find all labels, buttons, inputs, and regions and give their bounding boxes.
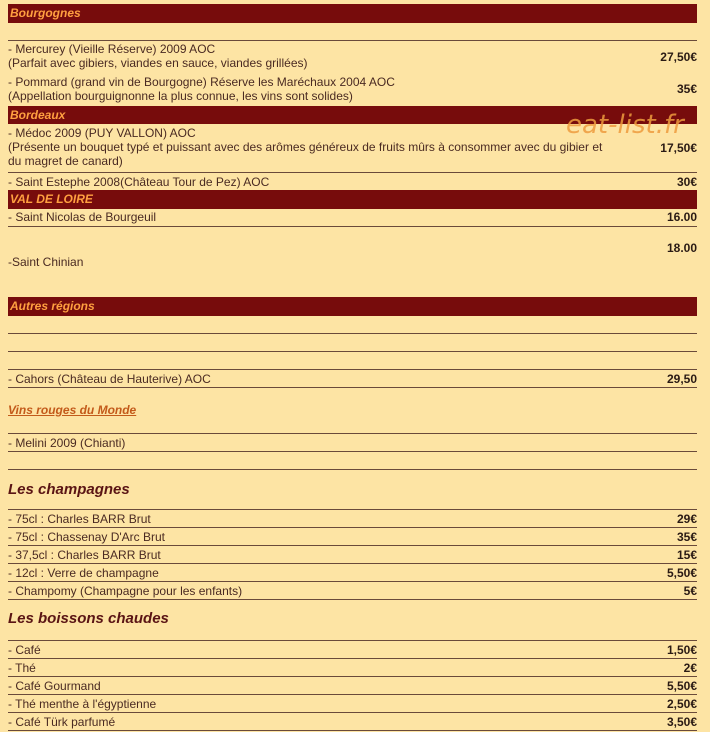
divider [8, 226, 697, 227]
item-description: (Présente un bouquet typé et puissant avec des arômes généreux de fruits mûrs à consommer avec du gibier et [8, 140, 603, 154]
divider [8, 676, 697, 677]
item-name: - Médoc 2009 (PUY VALLON) AOC [8, 126, 196, 140]
divider [8, 599, 697, 600]
item-name: - Cahors (Château de Hauterive) AOC [8, 372, 211, 386]
menu-item-melini [8, 436, 697, 450]
menu-item-pommard [8, 75, 697, 105]
section-bordeaux: Bordeaux [8, 106, 697, 124]
item-name: - Mercurey (Vieille Réserve) 2009 AOC [8, 42, 216, 56]
item-name: - Thé menthe à l'égyptienne [8, 697, 157, 711]
divider [8, 712, 697, 713]
menu-item-saint-chinian [8, 241, 697, 271]
item-price: 35€ [676, 82, 697, 96]
item-name: - Saint Estephe 2008(Château Tour de Pez) AOC [8, 175, 270, 189]
item-price: 29,50 [666, 372, 697, 386]
item-price: 27,50€ [660, 50, 697, 64]
item-name: - 75cl : Chassenay D'Arc Brut [8, 530, 166, 544]
section-autres-regions: Autres régions [8, 297, 697, 316]
item-description-cont: du magret de canard) [8, 154, 123, 168]
item-price: 15€ [676, 548, 697, 562]
item-price: 1,50€ [666, 643, 697, 657]
watermark-logo: eat-list.fr [566, 110, 684, 140]
item-price: 5,50€ [666, 679, 697, 693]
item-price: 18.00 [666, 241, 697, 255]
item-name: - 37,5cl : Charles BARR Brut [8, 548, 161, 562]
item-name: - Melini 2009 (Chianti) [8, 436, 126, 450]
divider [8, 469, 697, 470]
item-price: 30€ [676, 175, 697, 189]
menu-item-mercurey [8, 42, 697, 72]
divider [8, 527, 697, 528]
item-description: (Appellation bourguignonne la plus connue, les vins sont solides) [8, 89, 353, 103]
divider [8, 172, 697, 173]
divider [8, 658, 697, 659]
item-description: (Parfait avec gibiers, viandes en sauce, viandes grillées) [8, 56, 308, 70]
item-price: 35€ [676, 530, 697, 544]
item-price: 5€ [683, 584, 697, 598]
item-name: - Café Gourmand [8, 679, 101, 693]
section-bourgognes: Bourgognes [8, 4, 697, 23]
divider [8, 369, 697, 370]
divider [8, 351, 697, 352]
menu-item-saint-nicolas [8, 210, 697, 224]
heading-boissons-chaudes: Les boissons chaudes [8, 610, 169, 627]
divider [8, 694, 697, 695]
divider [8, 40, 697, 41]
divider [8, 433, 697, 434]
item-name: - 12cl : Verre de champagne [8, 566, 159, 580]
item-price: 29€ [676, 512, 697, 526]
item-name: - 75cl : Charles BARR Brut [8, 512, 151, 526]
divider [8, 730, 697, 731]
item-name: - Pommard (grand vin de Bourgogne) Réserve les Maréchaux 2004 AOC [8, 75, 395, 89]
section-val-de-loire: VAL DE LOIRE [8, 190, 697, 209]
item-name: - Café [8, 643, 41, 657]
item-price: 2,50€ [666, 697, 697, 711]
item-name: - Saint Nicolas de Bourgeuil [8, 210, 157, 224]
divider [8, 581, 697, 582]
item-name: - Thé [8, 661, 36, 675]
divider [8, 387, 697, 388]
item-price: 2€ [683, 661, 697, 675]
divider [8, 545, 697, 546]
divider [8, 333, 697, 334]
item-name: -Saint Chinian [8, 255, 84, 269]
divider [8, 640, 697, 641]
divider [8, 509, 697, 510]
item-name: - Champomy (Champagne pour les enfants) [8, 584, 243, 598]
divider [8, 563, 697, 564]
item-price: 3,50€ [666, 715, 697, 729]
menu-item-cahors [8, 372, 697, 386]
item-price: 5,50€ [666, 566, 697, 580]
divider [8, 451, 697, 452]
heading-champagnes: Les champagnes [8, 481, 130, 498]
item-price: 17,50€ [660, 141, 697, 155]
heading-vins-rouges-monde: Vins rouges du Monde [8, 403, 137, 417]
item-name: - Café Türk parfumé [8, 715, 116, 729]
item-price: 16.00 [666, 210, 697, 224]
menu-item-saint-estephe [8, 175, 697, 189]
